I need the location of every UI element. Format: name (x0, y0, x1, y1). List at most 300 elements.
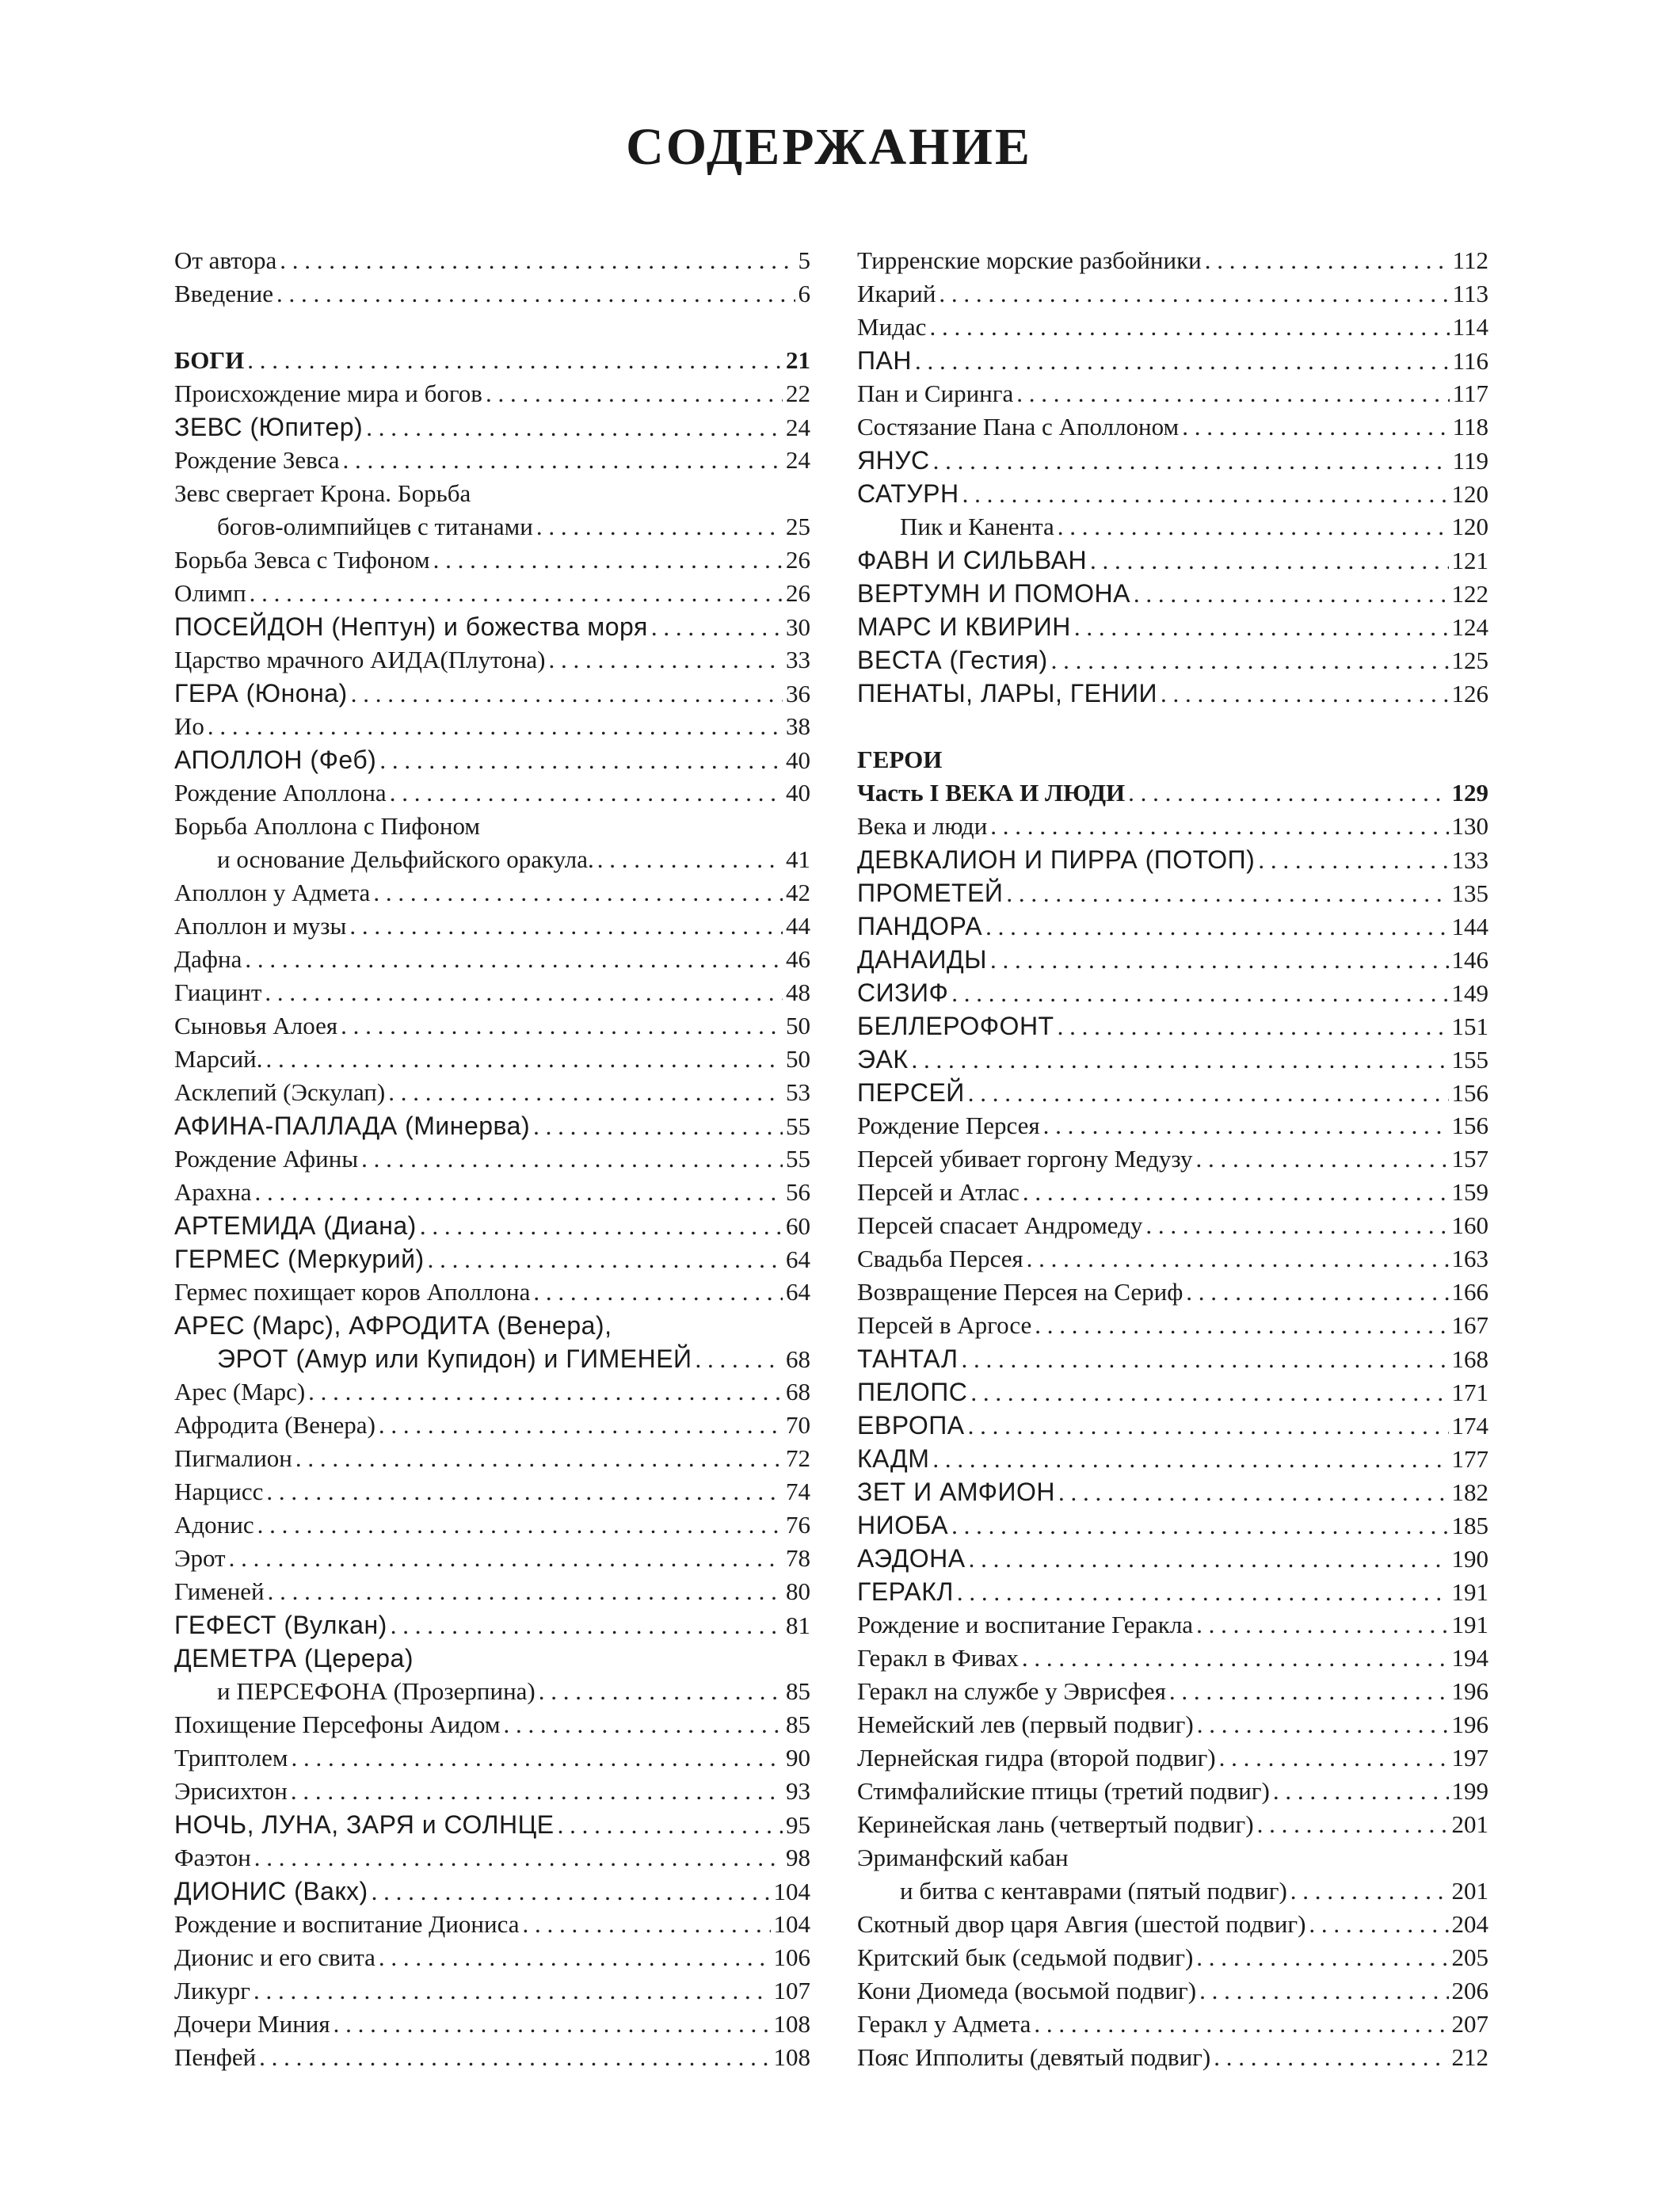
toc-entry-title: Рождение Аполлона (174, 779, 387, 807)
toc-entry[interactable] (174, 477, 810, 510)
toc-entry[interactable] (857, 1375, 1488, 1409)
toc-page-number: 76 (786, 1511, 810, 1539)
toc-entry-title: ПЕРСЕЙ (857, 1078, 965, 1107)
dot-leader (255, 1176, 783, 1209)
toc-page-number: 26 (786, 579, 810, 607)
toc-entry[interactable] (174, 1109, 810, 1142)
toc-entry[interactable] (857, 1242, 1488, 1276)
toc-page-number: 30 (786, 613, 810, 641)
toc-entry[interactable] (174, 1642, 810, 1675)
dot-leader (291, 1775, 783, 1808)
dot-leader (361, 1142, 783, 1176)
toc-page-number: 166 (1451, 1278, 1488, 1306)
toc-page-number: 149 (1451, 979, 1488, 1007)
dot-leader (276, 277, 795, 311)
toc-spacer (174, 311, 810, 344)
toc-entry[interactable] (857, 1276, 1488, 1309)
toc-entry[interactable] (174, 1176, 810, 1209)
dot-leader (1090, 544, 1448, 578)
toc-entry[interactable] (174, 1209, 810, 1242)
toc-page-number: 120 (1451, 480, 1488, 508)
toc-entry-title: ДАНАИДЫ (857, 945, 987, 974)
toc-entry[interactable] (174, 1442, 810, 1475)
toc-entry-title: Гиацинт (174, 978, 262, 1006)
dot-leader (253, 1974, 771, 2008)
toc-entry[interactable] (174, 776, 810, 810)
toc-page-number: 107 (773, 1977, 810, 2004)
toc-page-number: 129 (1451, 779, 1488, 807)
toc-entry[interactable] (174, 943, 810, 976)
toc-entry[interactable] (174, 1342, 810, 1375)
toc-entry[interactable] (857, 1608, 1488, 1642)
dot-leader (951, 977, 1448, 1010)
toc-entry[interactable] (174, 1309, 810, 1342)
dot-leader (1027, 1242, 1449, 1276)
toc-entry[interactable] (174, 1142, 810, 1176)
dot-leader (1034, 2008, 1448, 2041)
toc-entry[interactable] (857, 677, 1488, 710)
toc-entry-title: АЭДОНА (857, 1544, 966, 1573)
toc-entry[interactable] (857, 1142, 1488, 1176)
dot-leader (295, 1442, 783, 1475)
dot-leader (533, 1276, 783, 1309)
dot-leader (1035, 1309, 1448, 1342)
dot-leader (932, 1443, 1448, 1476)
toc-page-number: 156 (1451, 1079, 1488, 1107)
toc-entry-title: Пояс Ипполиты (девятый подвиг) (857, 2043, 1211, 2071)
toc-page-number: 55 (786, 1145, 810, 1173)
toc-entry[interactable] (174, 1608, 810, 1642)
toc-entry[interactable] (174, 510, 810, 543)
toc-entry-title: КАДМ (857, 1444, 930, 1473)
toc-entry[interactable] (857, 1442, 1488, 1475)
toc-entry[interactable] (857, 976, 1488, 1009)
toc-page-number: 5 (798, 246, 810, 274)
toc-column-right (857, 244, 1488, 2074)
toc-page-number: 113 (1452, 280, 1488, 307)
toc-entry[interactable] (857, 344, 1488, 377)
toc-page-number: 56 (786, 1178, 810, 1206)
toc-page-number: 93 (786, 1777, 810, 1805)
toc-entry[interactable] (174, 1409, 810, 1442)
toc-page-number: 201 (1451, 1810, 1488, 1838)
toc-entry-title: Персей спасает Андромеду (857, 1211, 1143, 1239)
toc-entry-title: НИОБА (857, 1511, 949, 1539)
toc-entry[interactable] (857, 610, 1488, 643)
dot-leader (259, 2041, 770, 2074)
dot-leader (1196, 1941, 1448, 1974)
toc-spacer (857, 710, 1488, 743)
toc-page-number: 191 (1451, 1578, 1488, 1606)
dot-leader (1006, 877, 1448, 910)
toc-column-left (174, 244, 810, 2074)
dot-leader (1022, 1642, 1449, 1675)
toc-entry[interactable] (857, 444, 1488, 477)
toc-entry-title: БЕЛЛЕРОФОНТ (857, 1012, 1054, 1040)
dot-leader (342, 444, 783, 477)
toc-entry[interactable] (174, 910, 810, 943)
toc-entry[interactable] (857, 1176, 1488, 1209)
toc-page-number: 25 (786, 513, 810, 540)
toc-entry[interactable] (857, 1009, 1488, 1043)
toc-entry-title: Ликург (174, 1977, 250, 2004)
dot-leader (388, 1076, 783, 1109)
toc-page-number: 205 (1451, 1943, 1488, 1971)
toc-entry[interactable] (857, 377, 1488, 410)
toc-entry-title: От автора (174, 246, 277, 274)
dot-leader (911, 1043, 1448, 1077)
toc-entry-title: ПАН (857, 346, 912, 375)
toc-entry-title: Скотный двор царя Авгия (шестой подвиг) (857, 1910, 1306, 1938)
toc-entry-title: Арес (Марс) (174, 1378, 306, 1405)
toc-page-number: 78 (786, 1544, 810, 1572)
toc-entry[interactable] (857, 1708, 1488, 1741)
toc-entry[interactable] (174, 1575, 810, 1608)
dot-leader (597, 843, 783, 876)
toc-page-number: 38 (786, 712, 810, 740)
dot-leader (1058, 1476, 1449, 1509)
toc-entry[interactable] (174, 743, 810, 776)
toc-entry[interactable] (857, 2041, 1488, 2074)
toc-page-number: 50 (786, 1012, 810, 1039)
toc-entry[interactable] (857, 1508, 1488, 1542)
toc-entry[interactable] (174, 876, 810, 910)
toc-entry[interactable] (174, 410, 810, 444)
toc-entry[interactable] (857, 876, 1488, 910)
dot-leader (933, 444, 1450, 478)
toc-entry[interactable] (174, 1941, 810, 1974)
toc-page-number: 167 (1451, 1311, 1488, 1339)
toc-entry-title: ГЕФЕСТ (Вулкан) (174, 1611, 387, 1639)
toc-entry-title: Дафна (174, 945, 242, 973)
toc-entry-title: богов-олимпийцев с титанами (217, 513, 533, 540)
toc-entry[interactable] (174, 543, 810, 577)
dot-leader (366, 411, 783, 444)
toc-entry[interactable] (857, 1043, 1488, 1076)
dot-leader (968, 1409, 1449, 1443)
dot-leader (266, 1475, 783, 1508)
toc-entry-title: ДИОНИС (Вакх) (174, 1877, 368, 1905)
toc-entry-title: Стимфалийские птицы (третий подвиг) (857, 1777, 1270, 1805)
toc-entry-title: Персей и Атлас (857, 1178, 1020, 1206)
toc-entry-title: Арахна (174, 1178, 252, 1206)
toc-entry-title: Геракл у Адмета (857, 2010, 1031, 2038)
toc-entry[interactable] (174, 577, 810, 610)
toc-entry[interactable] (174, 1808, 810, 1841)
toc-page-number: 212 (1451, 2043, 1488, 2071)
toc-page-number: 190 (1451, 1545, 1488, 1573)
dot-leader (969, 1543, 1449, 1576)
toc-entry[interactable] (857, 1642, 1488, 1675)
toc-entry[interactable] (174, 444, 810, 477)
toc-page-number: 90 (786, 1744, 810, 1772)
dot-leader (391, 1609, 783, 1642)
toc-entry[interactable] (174, 1775, 810, 1808)
toc-entry-title: Керинейская лань (четвертый подвиг) (857, 1810, 1254, 1838)
dot-leader (1186, 1276, 1448, 1309)
toc-entry-title: ЗЕТ И АМФИОН (857, 1478, 1055, 1506)
toc-entry-title: Дионис и его свита (174, 1943, 375, 1971)
toc-entry[interactable] (174, 1708, 810, 1741)
toc-entry-title: ПЕЛОПС (857, 1378, 968, 1406)
toc-entry[interactable] (857, 1542, 1488, 1575)
toc-page-number: 50 (786, 1045, 810, 1073)
toc-page-number: 85 (786, 1710, 810, 1738)
dot-leader (1273, 1775, 1449, 1808)
toc-entry[interactable] (174, 1675, 810, 1708)
toc-page-number: 182 (1451, 1478, 1488, 1506)
toc-entry[interactable] (857, 1409, 1488, 1442)
toc-page-number: 112 (1452, 246, 1488, 274)
toc-page-number: 206 (1451, 1977, 1488, 2004)
toc-entry[interactable] (857, 776, 1488, 810)
toc-entry[interactable] (857, 543, 1488, 577)
toc-entry[interactable] (857, 643, 1488, 677)
toc-entry[interactable] (857, 477, 1488, 510)
toc-entry[interactable] (857, 1575, 1488, 1608)
toc-entry-title: и основание Дельфийского оракула. (217, 845, 594, 873)
toc-entry[interactable] (174, 1841, 810, 1874)
toc-entry[interactable] (174, 976, 810, 1009)
toc-entry-title: Свадьба Персея (857, 1245, 1023, 1272)
toc-entry-title: Гименей (174, 1577, 265, 1605)
toc-entry[interactable] (857, 810, 1488, 843)
toc-entry-title: Эрот (174, 1544, 226, 1572)
toc-entry[interactable] (174, 643, 810, 677)
toc-entry[interactable] (857, 1808, 1488, 1841)
toc-entry[interactable] (174, 810, 810, 843)
toc-page-number: 116 (1452, 347, 1488, 375)
toc-entry[interactable] (174, 1974, 810, 2008)
toc-entry-title: Пан и Сиринга (857, 379, 1014, 407)
toc-entry-title: Геракл в Фивах (857, 1644, 1019, 1672)
toc-entry[interactable] (857, 1475, 1488, 1508)
toc-entry[interactable] (857, 1342, 1488, 1375)
toc-page-number: 197 (1451, 1744, 1488, 1772)
dot-leader (1182, 410, 1449, 444)
dot-leader (308, 1375, 783, 1409)
dot-leader (970, 1376, 1448, 1409)
toc-entry-title: Триптолем (174, 1744, 288, 1772)
toc-entry[interactable] (174, 1908, 810, 1941)
toc-entry[interactable] (174, 677, 810, 710)
toc-entry-title: ГЕРМЕС (Меркурий) (174, 1245, 425, 1273)
toc-entry[interactable] (857, 1309, 1488, 1342)
toc-page-number: 36 (786, 680, 810, 707)
toc-entry[interactable] (857, 510, 1488, 543)
toc-page-number: 207 (1451, 2010, 1488, 2038)
toc-entry[interactable] (857, 843, 1488, 876)
dot-leader (548, 643, 783, 677)
toc-page-number: 199 (1451, 1777, 1488, 1805)
toc-entry[interactable] (857, 1974, 1488, 2008)
toc-entry[interactable] (174, 377, 810, 410)
toc-page-number: 95 (786, 1811, 810, 1839)
toc-entry[interactable] (174, 710, 810, 743)
toc-entry[interactable] (857, 1741, 1488, 1775)
dot-leader (951, 1509, 1448, 1543)
toc-entry-title: ДЕВКАЛИОН И ПИРРА (ПОТОП) (857, 845, 1256, 874)
dot-leader (379, 1941, 771, 1974)
dot-leader (651, 611, 783, 644)
toc-entry[interactable] (174, 1741, 810, 1775)
dot-leader (1134, 578, 1449, 611)
toc-page-number: 40 (786, 779, 810, 807)
toc-entry-title: Афродита (Венера) (174, 1411, 375, 1439)
dot-leader (957, 1576, 1449, 1609)
toc-entry[interactable] (857, 2008, 1488, 2041)
toc-entry[interactable] (174, 610, 810, 643)
toc-entry-title: НОЧЬ, ЛУНА, ЗАРЯ и СОЛНЦЕ (174, 1810, 555, 1839)
toc-entry[interactable] (857, 1908, 1488, 1941)
toc-entry[interactable] (857, 1775, 1488, 1808)
dot-leader (1290, 1874, 1449, 1908)
dot-leader (229, 1542, 783, 1575)
dot-leader (250, 577, 783, 610)
toc-page-number: 204 (1451, 1910, 1488, 1938)
toc-page-number: 168 (1451, 1345, 1488, 1373)
toc-entry[interactable] (174, 1475, 810, 1508)
toc-entry[interactable] (857, 410, 1488, 444)
toc-entry[interactable] (174, 2008, 810, 2041)
toc-entry-title: Гермес похищает коров Аполлона (174, 1278, 531, 1306)
dot-leader (929, 311, 1449, 344)
dot-leader (1128, 776, 1448, 810)
toc-entry[interactable] (174, 1043, 810, 1076)
toc-entry[interactable] (174, 244, 810, 277)
toc-page-number: 72 (786, 1444, 810, 1472)
page-title: СОДЕРЖАНИЕ (626, 118, 1032, 176)
toc-page-number: 22 (786, 379, 810, 407)
toc-page-number: 33 (786, 646, 810, 673)
toc-entry[interactable] (174, 1542, 810, 1575)
dot-leader (961, 1343, 1448, 1376)
toc-entry-title: АРЕС (Марс), АФРОДИТА (Венера), (174, 1311, 612, 1340)
toc-entry[interactable] (857, 1076, 1488, 1109)
toc-entry-title: ЕВРОПА (857, 1411, 965, 1440)
toc-entry[interactable] (174, 1508, 810, 1542)
dot-leader (939, 277, 1449, 311)
dot-leader (1309, 1908, 1448, 1941)
toc-page-number: 121 (1451, 547, 1488, 574)
toc-page-number: 55 (786, 1112, 810, 1140)
toc-page-number: 177 (1451, 1445, 1488, 1473)
dot-leader (1197, 1708, 1449, 1741)
dot-leader (433, 543, 783, 577)
toc-entry[interactable] (174, 1874, 810, 1908)
toc-entry-title: ВЕРТУМН И ПОМОНА (857, 579, 1130, 608)
dot-leader (379, 744, 783, 777)
dot-leader (1258, 844, 1448, 877)
dot-leader (349, 910, 783, 943)
toc-entry[interactable] (174, 277, 810, 311)
toc-page-number: 40 (786, 746, 810, 774)
toc-entry[interactable] (174, 1242, 810, 1276)
toc-entry-title: Немейский лев (первый подвиг) (857, 1710, 1194, 1738)
toc-entry-title: Критский бык (седьмой подвиг) (857, 1943, 1194, 1971)
toc-entry-title: Олимп (174, 579, 246, 607)
toc-entry-title: Эриманфский кабан (857, 1844, 1069, 1871)
dot-leader (539, 1675, 783, 1708)
toc-page-number: 70 (786, 1411, 810, 1439)
toc-entry[interactable] (174, 1009, 810, 1043)
toc-entry[interactable] (857, 277, 1488, 311)
toc-entry[interactable] (174, 1276, 810, 1309)
toc-page-number: 46 (786, 945, 810, 973)
toc-entry-title: ЗЕВС (Юпитер) (174, 413, 364, 441)
toc-entry[interactable] (857, 1675, 1488, 1708)
toc-entry-title: Возвращение Персея на Сериф (857, 1278, 1183, 1306)
toc-page-number: 74 (786, 1478, 810, 1505)
toc-entry[interactable] (857, 943, 1488, 976)
toc-page-number: 133 (1451, 846, 1488, 874)
dot-leader (292, 1741, 783, 1775)
dot-leader (257, 1508, 783, 1542)
toc-entry-title: Ио (174, 712, 204, 740)
toc-page-number: 6 (798, 280, 810, 307)
toc-entry-title: Пик и Канента (900, 513, 1054, 540)
toc-entry-title: Борьба Зевса с Тифоном (174, 546, 430, 574)
toc-entry-title: Рождение Зевса (174, 446, 340, 474)
toc-entry[interactable] (857, 1874, 1488, 1908)
toc-entry[interactable] (857, 1209, 1488, 1242)
dot-leader (265, 976, 783, 1009)
toc-entry-title: ДЕМЕТРА (Церера) (174, 1644, 414, 1672)
toc-page-number: 185 (1451, 1512, 1488, 1539)
toc-page-number: 118 (1452, 413, 1488, 440)
toc-entry[interactable] (857, 1841, 1488, 1874)
toc-entry-title: ФАВН И СИЛЬВАН (857, 546, 1088, 574)
dot-leader (1169, 1675, 1449, 1708)
dot-leader (1145, 1209, 1448, 1242)
toc-page-number: 119 (1452, 447, 1488, 475)
dot-leader (1016, 377, 1449, 410)
toc-entry[interactable] (857, 577, 1488, 610)
toc-page-number: 44 (786, 912, 810, 940)
toc-entry-title: Геракл на службе у Эврисфея (857, 1677, 1166, 1705)
toc-page-number: 106 (773, 1943, 810, 1971)
toc-entry[interactable] (174, 843, 810, 876)
toc-entry[interactable] (174, 1375, 810, 1409)
toc-entry-title: Рождение Афины (174, 1145, 359, 1173)
toc-entry[interactable] (857, 910, 1488, 943)
dot-leader (503, 1708, 783, 1741)
toc-entry[interactable] (174, 344, 810, 377)
toc-page-number: 156 (1451, 1112, 1488, 1139)
toc-entry[interactable] (857, 743, 1488, 776)
toc-entry[interactable] (857, 1941, 1488, 1974)
toc-entry-title: Аполлон и музы (174, 912, 347, 940)
dot-leader (1043, 1109, 1449, 1142)
toc-page-number: 191 (1451, 1611, 1488, 1638)
toc-entry[interactable] (174, 1076, 810, 1109)
toc-page-number: 126 (1451, 680, 1488, 707)
toc-entry[interactable] (857, 244, 1488, 277)
toc-page-number: 80 (786, 1577, 810, 1605)
dot-leader (1051, 644, 1449, 677)
toc-entry[interactable] (857, 311, 1488, 344)
toc-entry[interactable] (174, 2041, 810, 2074)
toc-entry-title: Кони Диомеда (восьмой подвиг) (857, 1977, 1197, 2004)
toc-page-number: 146 (1451, 946, 1488, 974)
toc-entry[interactable] (857, 1109, 1488, 1142)
toc-entry-title: и ПЕРСЕФОНА (Прозерпина) (217, 1677, 536, 1705)
toc-entry-title: Лернейская гидра (второй подвиг) (857, 1744, 1216, 1772)
toc-entry-title: Мидас (857, 313, 927, 341)
toc-entry-title: АПОЛЛОН (Феб) (174, 746, 377, 774)
toc-page-number: 68 (786, 1378, 810, 1405)
toc-entry-title: Адонис (174, 1511, 254, 1539)
